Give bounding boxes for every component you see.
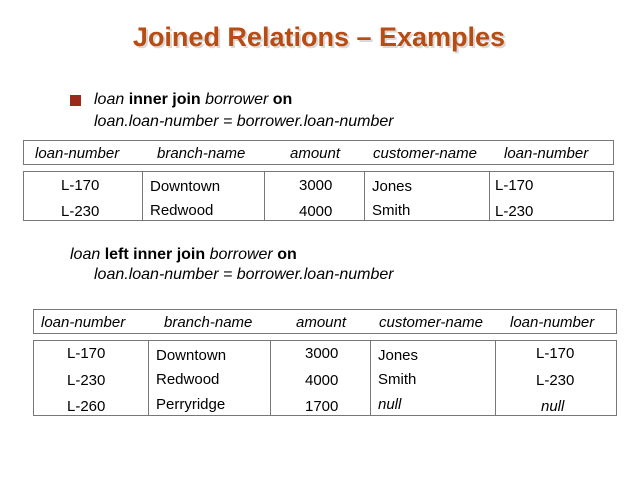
example1-r1-c1: L-170	[61, 177, 100, 194]
example2-r2-c1: L-230	[67, 372, 106, 389]
example2-header-loan-number: loan-number	[41, 314, 126, 331]
example2-rel2: borrower	[209, 246, 273, 263]
example2-expression	[70, 246, 297, 264]
example1-r2-c5: L-230	[495, 203, 534, 220]
example2-r2-c2: Redwood	[156, 371, 220, 388]
example1-condition: loan.loan-number = borrower.loan-number	[94, 113, 394, 130]
example1-on: on	[272, 91, 293, 108]
example1-rel1: loan	[94, 91, 125, 108]
example1-table-body	[23, 171, 614, 221]
example2-r1-c1: L-170	[67, 345, 106, 362]
bullet-square-icon	[70, 95, 81, 106]
example2-condition: loan.loan-number = borrower.loan-number	[94, 266, 394, 283]
example1-expression	[94, 91, 292, 109]
example1-r2-c2: Redwood	[150, 202, 214, 219]
example1-header-customer-name: customer-name	[373, 145, 477, 162]
example2-header-amount: amount	[296, 314, 347, 331]
example1-r2-c1: L-230	[61, 203, 100, 220]
example1-r1-c4: Jones	[372, 178, 413, 195]
example2-r2-c5: L-230	[536, 372, 575, 389]
example2-r1-c5: L-170	[536, 345, 575, 362]
example2-r2-c4: Smith	[378, 371, 417, 388]
example2-r3-c5: null	[541, 398, 565, 415]
example1-header-amount: amount	[290, 145, 341, 162]
example2-on: on	[277, 246, 297, 263]
example2-header-loan-number-2: loan-number	[510, 314, 595, 331]
example2-r3-c3: 1700	[305, 398, 339, 415]
example1-rel2: borrower	[205, 91, 269, 108]
example2-header-row	[33, 309, 617, 334]
slide-title: Joined Relations – Examples	[132, 22, 506, 52]
example2-header-customer-name: customer-name	[379, 314, 483, 331]
example1-header-row	[23, 140, 614, 165]
example1-r1-c5: L-170	[495, 177, 534, 194]
example2-r3-c1: L-260	[67, 398, 106, 415]
example2-r1-c2: Downtown	[156, 347, 227, 364]
example2-r3-c4: null	[378, 396, 402, 413]
example1-r2-c3: 4000	[299, 203, 333, 220]
example1-r1-c2: Downtown	[150, 178, 221, 195]
example2-op: left inner join	[104, 246, 206, 263]
example2-r1-c3: 3000	[305, 345, 339, 362]
example2-r1-c4: Jones	[378, 347, 419, 364]
example2-r2-c3: 4000	[305, 372, 339, 389]
example1-header-branch-name: branch-name	[157, 145, 246, 162]
example2-r3-c2: Perryridge	[156, 396, 226, 413]
example2-table-body	[33, 340, 617, 416]
example1-header-loan-number-2: loan-number	[504, 145, 589, 162]
example1-header-loan-number: loan-number	[35, 145, 120, 162]
example1-r2-c4: Smith	[372, 202, 411, 219]
example1-r1-c3: 3000	[299, 177, 333, 194]
example1-op: inner join	[128, 91, 201, 108]
example2-header-branch-name: branch-name	[164, 314, 253, 331]
example2-rel1: loan	[70, 246, 101, 263]
